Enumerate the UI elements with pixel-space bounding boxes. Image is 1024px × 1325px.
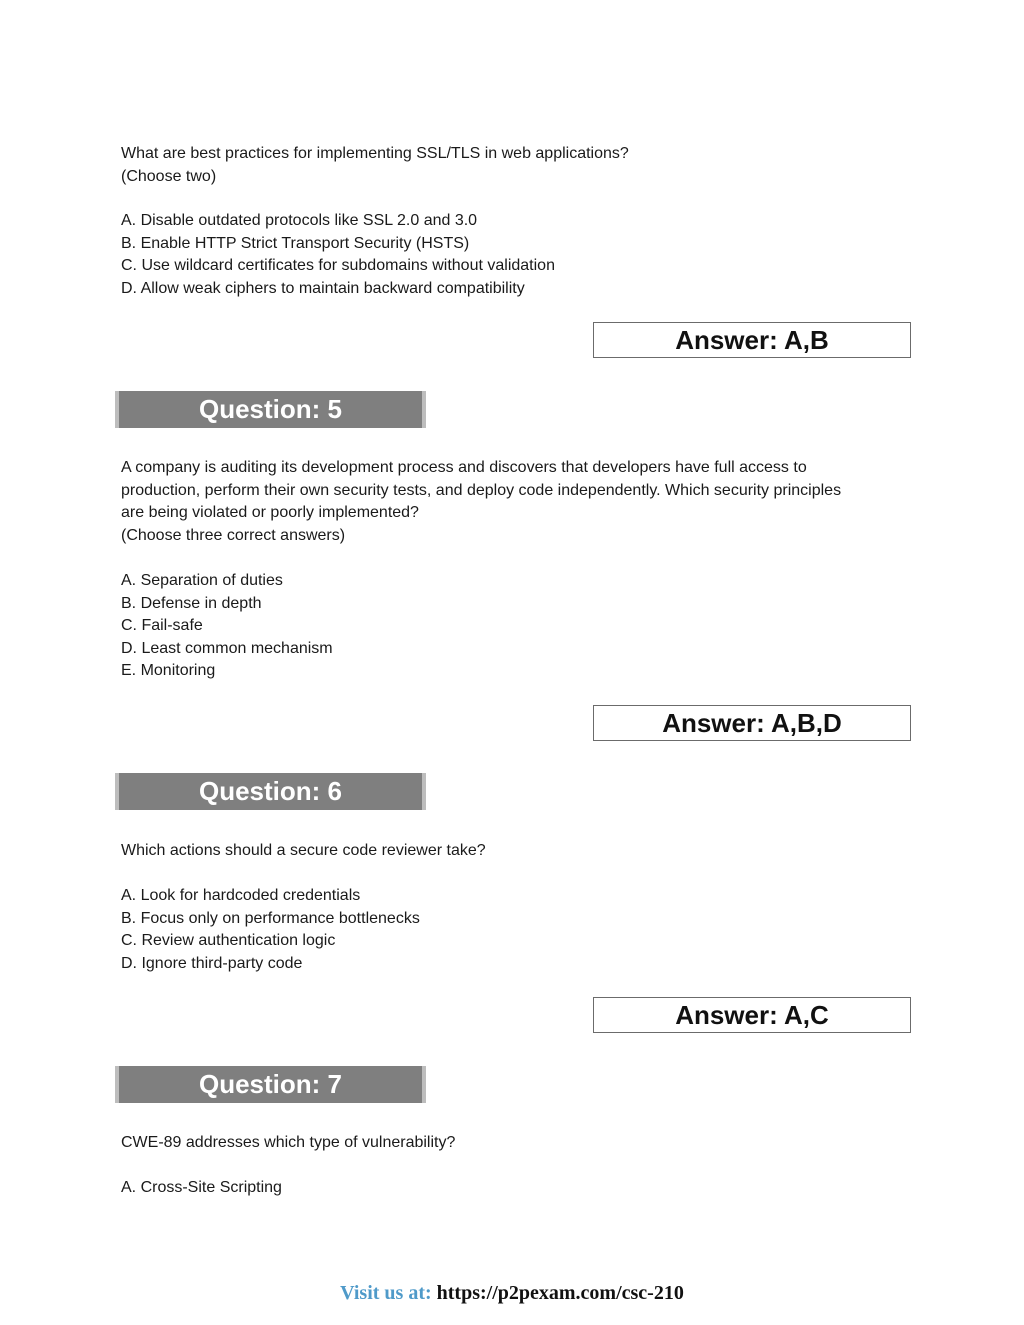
- option-a: A. Disable outdated protocols like SSL 2.0 and 3.0: [121, 212, 478, 229]
- option-a: A. Separation of duties: [121, 572, 283, 589]
- option-b: B. Focus only on performance bottlenecks: [121, 909, 420, 927]
- q6-header: Question: 6: [115, 773, 426, 810]
- q7-question-text: [121, 1132, 911, 1155]
- footer: [0, 1282, 1024, 1305]
- q7-header: Question: 7: [115, 1066, 426, 1103]
- q4-answer-box: Answer: A,B: [593, 322, 911, 358]
- question-line: CWE-89 addresses which type of vulnerability?: [121, 1134, 456, 1151]
- q6-answer-box: Answer: A,C: [593, 997, 911, 1033]
- q6-question-text: [121, 840, 911, 863]
- question-line: (Choose two): [121, 167, 217, 185]
- option-c: C. Fail-safe: [121, 617, 203, 634]
- q7-options: [121, 1177, 911, 1200]
- option-c: C. Use wildcard certificates for subdomains without validation: [121, 257, 555, 274]
- option-a: A. Look for hardcoded credentials: [121, 887, 361, 904]
- footer-visit-label: Visit us at:: [340, 1282, 432, 1304]
- question-line: (Choose three correct answers): [121, 526, 346, 544]
- option-b: B. Defense in depth: [121, 594, 262, 612]
- q5-header: Question: 5: [115, 391, 426, 428]
- option-d: D. Allow weak ciphers to maintain backward compatibility: [121, 279, 525, 297]
- q5-answer-box: Answer: A,B,D: [593, 705, 911, 741]
- footer-url-link[interactable]: https://p2pexam.com/csc-210: [436, 1282, 684, 1304]
- option-e: E. Monitoring: [121, 662, 216, 679]
- question-line: are being violated or poorly implemented?: [121, 504, 419, 521]
- q6-options: [121, 885, 911, 975]
- question-line: A company is auditing its development process and discovers that developers have full access to: [121, 459, 807, 476]
- option-c: C. Review authentication logic: [121, 932, 336, 949]
- q5-options: [121, 570, 911, 683]
- question-line: production, perform their own security tests, and deploy code independently. Which security principles: [121, 481, 842, 499]
- option-b: B. Enable HTTP Strict Transport Security (HSTS): [121, 234, 470, 252]
- option-d: D. Ignore third-party code: [121, 954, 303, 972]
- q5-question-text: [121, 457, 911, 547]
- q4-question-text: [121, 143, 911, 188]
- question-line: Which actions should a secure code reviewer take?: [121, 842, 486, 859]
- q4-options: [121, 210, 911, 300]
- question-line: What are best practices for implementing SSL/TLS in web applications?: [121, 145, 629, 162]
- option-a: A. Cross-Site Scripting: [121, 1179, 282, 1196]
- option-d: D. Least common mechanism: [121, 639, 333, 657]
